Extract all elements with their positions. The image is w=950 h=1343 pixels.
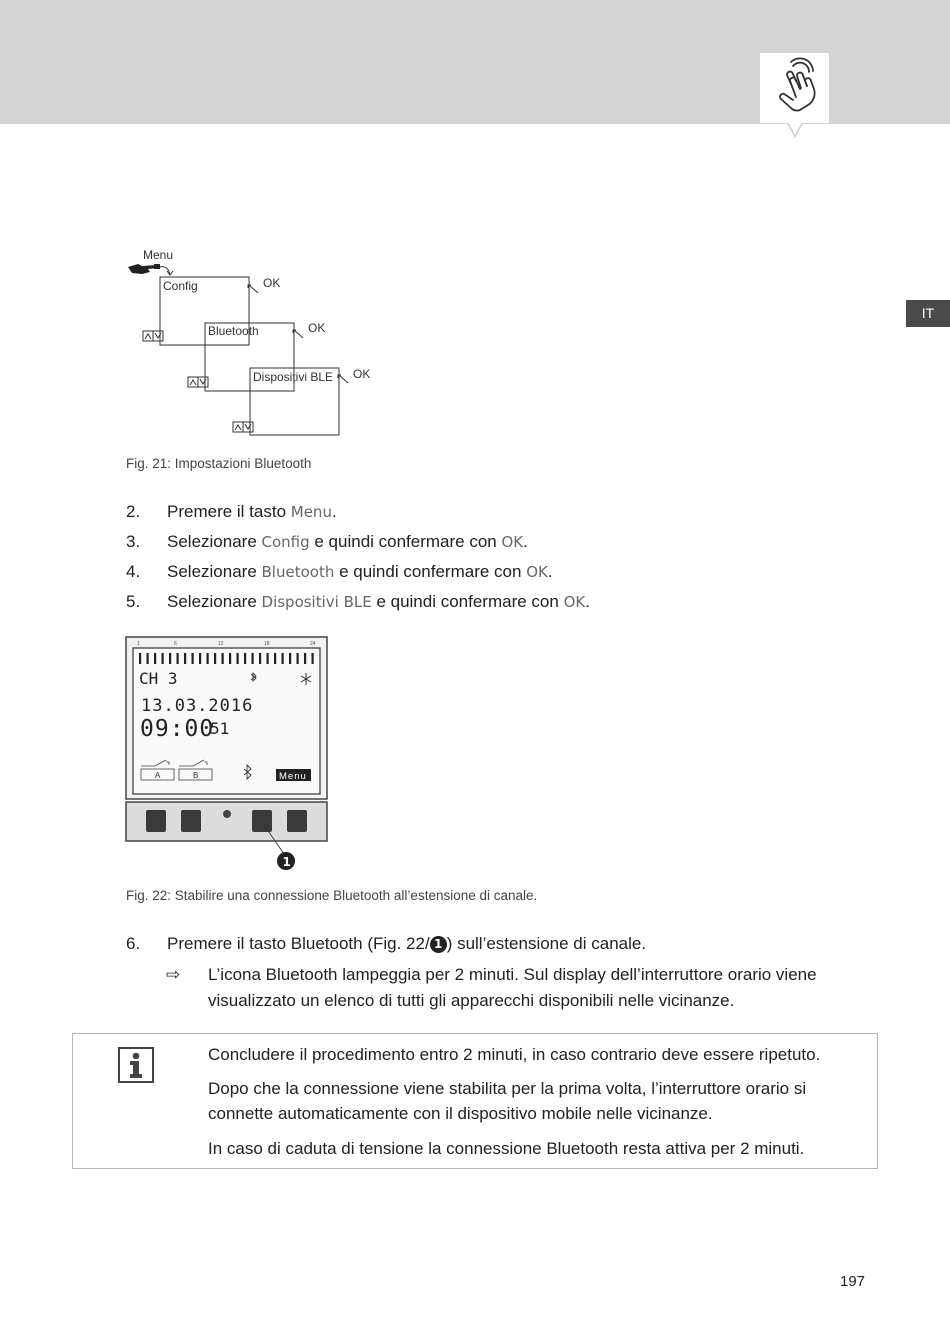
hour-bar [222, 653, 224, 664]
diagram-menu-label: Menu [143, 248, 174, 262]
hour-bar [147, 653, 149, 664]
note-paragraph: Concludere il procedimento entro 2 minuti, in caso contrario deve essere ripetuto. [208, 1045, 821, 1064]
keyword-ble: Dispositivi BLE [261, 593, 372, 611]
step-item: 4. Selezionare Bluetooth e quindi confermare con OK. [126, 562, 553, 581]
hour-bar [154, 653, 156, 664]
diagram-box-config-label: Config [163, 279, 198, 293]
device-button[interactable] [181, 810, 201, 832]
step-item: 2. Premere il tasto Menu. [126, 502, 337, 521]
step-item: 6. Premere il tasto Bluetooth (Fig. 22/ 1 ) sull’estensione di canale. [126, 934, 647, 953]
scale-label: 12 [218, 641, 224, 647]
bluetooth-button[interactable] [252, 810, 272, 832]
pointing-hand-icon [128, 264, 160, 274]
diagram-ok-2: OK [308, 321, 326, 335]
page-number: 197 [840, 1273, 866, 1290]
keyword-ok: OK [563, 593, 586, 611]
hour-bar [274, 653, 276, 664]
info-icon [118, 1047, 154, 1083]
channel-b-label: B [193, 771, 199, 780]
hour-bar [312, 653, 314, 664]
hour-bar [214, 653, 216, 664]
hour-bar [289, 653, 291, 664]
hour-bar [297, 653, 299, 664]
scale-label: 6 [174, 641, 177, 647]
channel-a-label: A [155, 771, 161, 780]
menu-diagram [120, 240, 390, 445]
keyword-ok: OK [526, 563, 548, 581]
info-note [72, 1033, 878, 1169]
lcd-menu-label: Menu [279, 771, 307, 782]
scale-label: 1 [137, 641, 140, 647]
hour-bar [162, 653, 164, 664]
keyword-config: Config [261, 533, 310, 551]
hour-bar [177, 653, 179, 664]
hour-bar [304, 653, 306, 664]
callout-number: 1 [282, 855, 291, 869]
lcd-time: 09:00 [140, 716, 215, 742]
callout-inline: 1 [430, 936, 447, 953]
hour-bar [229, 653, 231, 664]
scale-label: 18 [264, 641, 270, 647]
step-item: 5. Selezionare Dispositivi BLE e quindi confermare con OK. [126, 592, 590, 611]
hour-bar [282, 653, 284, 664]
fig21-caption: Fig. 21: Impostazioni Bluetooth [126, 456, 312, 471]
device-button[interactable] [146, 810, 166, 832]
result-arrow-icon: ⇨ [166, 965, 181, 984]
hour-bar [169, 653, 171, 664]
hour-bar [244, 653, 246, 664]
hour-bar [259, 653, 261, 664]
device-illustration [124, 636, 334, 876]
touch-icon-box [760, 53, 829, 123]
language-tab[interactable]: IT [906, 300, 950, 327]
hour-bar [199, 653, 201, 664]
lcd-date: 13.03.2016 [141, 696, 254, 716]
scale-label: 24 [310, 641, 316, 647]
keyword-bluetooth: Bluetooth [261, 563, 335, 581]
result-text: L’icona Bluetooth lampeggia per 2 minuti. Sul display dell’interruttore orario viene visualizzato un elenco di tutti gli apparecchi disponibili nelle vicinanze. [208, 965, 817, 1010]
step-item: 3. Selezionare Config e quindi confermare con OK. [126, 532, 528, 551]
hour-bar [139, 653, 141, 664]
diagram-ok-1: OK [263, 276, 281, 290]
lcd-seconds: 51 [210, 719, 230, 738]
touch-hand-icon [760, 53, 829, 123]
hour-bar [267, 653, 269, 664]
lcd-channel: CH 3 [139, 669, 178, 688]
hour-bar [184, 653, 186, 664]
hour-bar [207, 653, 209, 664]
device-button[interactable] [287, 810, 307, 832]
hour-bar [192, 653, 194, 664]
touch-icon-pointer-inner [788, 122, 802, 135]
note-paragraph: In caso di caduta di tensione la connessione Bluetooth resta attiva per 2 minuti. [208, 1139, 805, 1158]
fig22-caption: Fig. 22: Stabilire una connessione Bluetooth all’estensione di canale. [126, 888, 538, 903]
hour-bar [237, 653, 239, 664]
keyword-menu: Menu [290, 503, 332, 521]
status-led [223, 810, 231, 818]
diagram-ok-3: OK [353, 367, 371, 381]
note-paragraph: Dopo che la connessione viene stabilita per la prima volta, l’interruttore orario si connette automaticamente con il dispositivo mobile nelle vicinanze. [208, 1079, 807, 1123]
hour-bar [252, 653, 254, 664]
diagram-box-ble-label: Dispositivi BLE [253, 370, 334, 384]
diagram-box-bluetooth-label: Bluetooth [208, 324, 259, 338]
keyword-ok: OK [501, 533, 524, 551]
